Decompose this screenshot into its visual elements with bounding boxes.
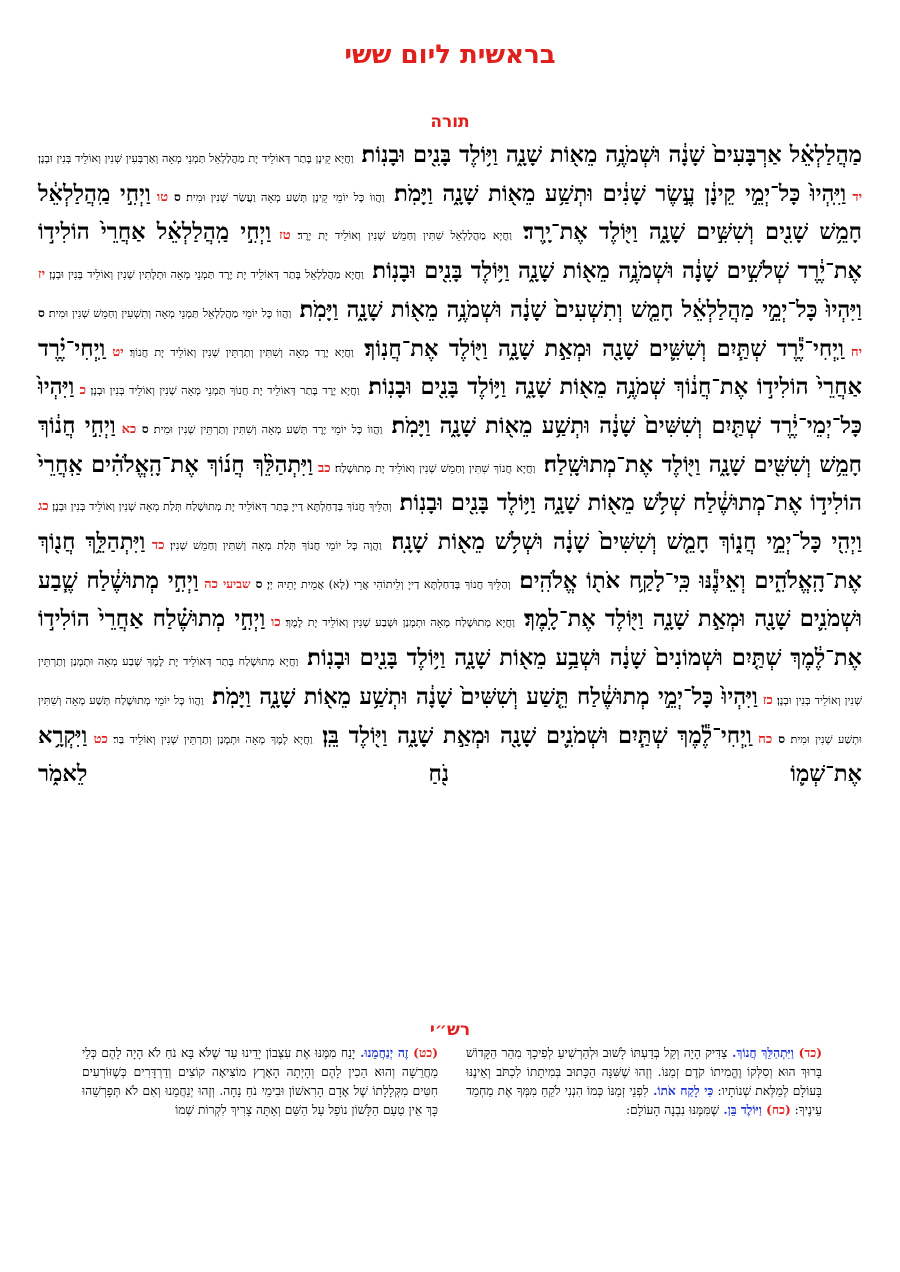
verse-number: כח: [751, 731, 773, 747]
verse-number: יד: [846, 189, 862, 205]
verse-number: טו: [150, 189, 169, 205]
targum-text: וַחֲיָא חֲנוֹךְ שִׁתִּין וְחַמֵשׁ שְׁנִין וְאוֹלֵיד יָת מְתוּשָׁלַח׃: [330, 461, 536, 475]
verse-text: וַיְחִ֣י מַֽהֲלַלְאֵ֗ל אַחֲרֵי֙ הוֹלִיד֣וֹ אֶת־יֶ֔רֶד שְׁלֹשִׁ֣ים שָׁנָ֔ה וּשְׁמֹנֶ֥ה מֵא֖וֹת שָׁנָ֑ה וַיּ֥וֹלֶד בָּנִ֖ים וּבָנֽוֹת׃: [38, 219, 863, 285]
verse-number: יח: [843, 344, 862, 360]
parsha-mark: ס: [250, 576, 263, 591]
verse-reference: (כח): [761, 1103, 791, 1117]
verse-number: יז: [38, 267, 46, 283]
verse-number: כג: [38, 499, 49, 515]
targum-text: וַהֲווֹ כָּל יוֹמֵי מְתוּשֶׁלַח תְּשַׁע מְאָה וְשִׁתִּין וּתְשַׁע שְׁנִין וּמִית׃: [38, 693, 862, 746]
parsha-mark: ס: [168, 189, 181, 204]
targum-text: וַהֲווֹ כָּל יוֹמֵי יֶרֶד תְּשַׁע מְאָה וְשִׁתִּין וְתַרְתֵּין שְׁנִין וּמִית׃: [148, 422, 383, 436]
verse-text: וַיִּתְהַלֵּ֨ךְ חֲנ֜וֹךְ אֶת־הָֽאֱלֹהִ֗ים אַֽחֲרֵי֙ הוֹלִיד֣וֹ אֶת־מְתוּשֶׁ֔לַח שְׁלֹ֥שׁ מֵא֖וֹת שָׁנָ֑ה וַיּ֥וֹלֶד בָּנִ֖ים וּבָנֽוֹת׃: [38, 451, 862, 517]
verse-number: טז: [271, 228, 291, 244]
targum-text: וַחֲיָא מַהֲלַלְאֵל שִׁתִּין וְחַמֵשׁ שְׁנִין וְאוֹלֵיד יָת יָרֶד׃: [290, 229, 512, 243]
dibur-hamatchil: וַיּוֹלֶד בֵּן.: [719, 1103, 762, 1117]
verse-text: וַיִּהְיוּ֙ כָּל־יְמֵ֣י מְתוּשֶׁ֔לַח תֵּ֤שַׁע וְשִׁשִּׁים֙ שָׁנָ֔ה וּתְשַׁ֥ע מֵא֖וֹת שָׁנָ֑ה וַיָּמֹֽת׃: [203, 683, 758, 710]
verse-number: כז: [757, 692, 773, 708]
targum-text: וַחֲיָא יֶרֶד מְאָה וְשִׁתִּין וְתַרְתֵּין שְׁנִין וְאוֹלֵיד יָת חֲנוֹךְ׃: [123, 345, 354, 359]
targum-text: וַחֲיָא מְתוּשֶׁלַח בָּתַר דְּאוֹלֵיד יָת לֶמֶךְ שְׁבַע מְאָה וּתְמָנַן וְתַרְתֵּין שְׁנִין וְאוֹלֵיד בְּנִין וּבְנָן׃: [38, 655, 862, 707]
verse-number: כב: [312, 460, 331, 476]
rashi-heading: רש״י: [429, 1020, 471, 1040]
parsha-mark: ס: [136, 421, 149, 436]
targum-text: וַחֲיָא לֶמֶךְ מְאָה וּתְמָנַן וְתַרְתֵּין שְׁנִין וְאוֹלֵיד בַּר׃: [107, 732, 313, 746]
verse-reference: (כט): [408, 1046, 438, 1060]
aliyah-marker: שביעי: [217, 576, 251, 591]
verse-text: וַיְחִ֣י חֲנ֔וֹךְ חָמֵ֥שׁ וְשִׁשִּׁ֖ים שָׁנָ֑ה וַיּ֖וֹלֶד אֶת־מְתוּשָֽׁלַח׃: [38, 412, 862, 478]
verse-text: וַֽיְחִי־לֶ֕מֶךְ שְׁתַּ֧יִם וּשְׁמֹנִ֛ים שָׁנָ֖ה וּמְאַ֣ת שָׁנָ֑ה וַיּ֖וֹלֶד בֵּֽן׃: [312, 722, 752, 749]
commentary-text: צַדִּיק הָיָה וְקַל בְּדַעְתּוֹ לָשׁוּב וּלְהַרְשִׁיעַ לְפִיכָךְ מִהֵר הַקָּדוֹשׁ בָּרוּךְ הוּא וְסִלְּקוֹ וֶהֱמִיתוֹ קֹדֶם זְמַנּוֹ. וְזֶהוּ שֶׁשִּׁנָּה הַכָּתוּב בְּמִיתָתוֹ לִכְתֹּב וְאֵינֶנּוּ בָּעוֹלָם לְמַלְּאת שְׁנוֹתָיו:: [466, 1046, 822, 1098]
verse-text: וַֽיְחִי־יֶ֗רֶד אַחֲרֵי֙ הוֹלִיד֣וֹ אֶת־חֲנ֔וֹךְ שְׁמֹנֶ֥ה מֵא֖וֹת שָׁנָ֑ה וַיּ֥וֹלֶד בָּנִ֖ים וּבָנֽוֹת׃: [38, 335, 863, 401]
commentary-text: שֶׁמִּמֶּנּוּ נִבְנָה הָעוֹלָם:: [625, 1103, 720, 1117]
parsha-mark: ס: [38, 305, 45, 320]
targum-text: וְהַלֵּיךְ חֲנוֹךְ בְּדַחַלְתָּא דַייָ בָּתַר דְּאוֹלֵיד יָת מְתוּשֶׁלַח תְּלַת מְאָה שְׁנִין וְאוֹלֵיד בְּנִין וּבְנָן׃: [48, 500, 392, 514]
targum-text: וַהֲווֹ כָּל יוֹמֵי קֵינָן תְּשַׁע מְאָה וַעֲשַׂר שְׁנִין וּמִית׃: [180, 190, 385, 204]
rashi-commentary: [82, 1044, 822, 1144]
torah-heading: תורה: [430, 112, 470, 132]
verse-number: כד: [145, 538, 165, 554]
commentary-text: יָנַח מִמֶּנּוּ אֶת עִצְּבוֹן יָדֵינוּ עַד שֶׁלֹּא בָּא נֹחַ לֹא הָיָה לָהֶם כְּלֵי מַחֲרֵשָׁה וְהוּא הֵכִין לָהֶם וְהָיְתָה הָאָרֶץ מוֹצִיאָה קוֹצִים וְדַרְדָּרִים כְּשֶׁזּוֹרְעִים חִטִּים מִקְּלָלָתוֹ שֶׁל אָדָם הָרִאשׁוֹן וּבִימֵי נֹחַ נָחָה. וְזֶהוּ יְנַחֲמֵנוּ וְאִם לֹא תְּפָרְשֵׁהוּ כָּךְ אֵין טַעַם הַלָּשׁוֹן נוֹפֵל עַל הַשֵּׁם וְאַתָּה צָרִיךְ לִקְרוֹת שְׁמוֹ: [82, 1046, 438, 1117]
rashi-column-right: [466, 1044, 822, 1144]
verse-number: כא: [115, 421, 137, 437]
verse-text: וַיִּקְרָ֥א אֶת־שְׁמ֛וֹ נֹ֖חַ לֵאמֹ֑ר: [38, 722, 862, 788]
verse-text: וַיְחִ֣י מְתוּשֶׁ֔לַח שֶׁ֧בַע וּשְׁמֹנִ֛ים שָׁנָ֖ה וּמְאַ֣ת שָׁנָ֑ה וַיּ֖וֹלֶד אֶת־לָֽמֶךְ׃: [38, 567, 862, 633]
verse-text: וַיִּהְיוּ֙ כָּל־יְמֵי־יֶ֔רֶד שְׁתַּ֤יִם וְשִׁשִּׁים֙ שָׁנָ֔ה וּתְשַׁ֥ע מֵא֖וֹת שָׁנָ֑ה וַיָּמֹֽת׃: [38, 374, 862, 439]
verse-text: וַיִּהְיוּ֙ כָּל־יְמֵ֣י מַהֲלַלְאֵ֔ל חָמֵ֤שׁ וְתִשְׁעִים֙ שָׁנָ֔ה וּשְׁמֹנֶ֥ה מֵא֖וֹת שָׁנָ֑ה וַיָּמֹֽת׃: [291, 296, 862, 323]
targum-text: וַחֲיָא מְתוּשֶׁלַח מְאָה וּתְמָנַן וּשְׁבַע שְׁנִין וְאוֹלֵיד יָת לָמֶךְ׃: [280, 616, 515, 630]
targum-text: וַחֲיָא יֶרֶד בָּתַר דְּאוֹלֵיד יָת חֲנוֹךְ תַּמְנֵי מְאָה שְׁנִין וְאוֹלֵיד בְּנִין וּבְנָן׃: [86, 384, 360, 398]
verse-number: כה: [198, 576, 218, 592]
dibur-hamatchil: זֶה יְנַחֲמֵנוּ.: [355, 1046, 409, 1060]
targum-text: וַהֲווֹ כָּל יוֹמֵי מַהֲלַלְאֵל תַּמְנֵי מְאָה וְתִשְׁעִין וְחַמֵשׁ שְׁנִין וּמִית׃: [44, 306, 292, 320]
targum-text: וַחֲיָא קֵינָן בָּתַר דְּאוֹלֵיד יָת מַהֲלַלְאֵל תַּמְנֵי מְאָה וְאַרְבְּעִין שְׁנִין וְאוֹלֵיד בְּנִין וּבְנָן׃: [38, 152, 354, 165]
targum-text: וַחֲיָא מַהֲלַלְאֵל בָּתַר דְּאוֹלֵיד יָת יֶרֶד תַּמְנֵי מְאָה וּתְלָתִין שְׁנִין וְאוֹלֵיד בְּנִין וּבְנָן׃: [45, 268, 364, 282]
rashi-column-left: [82, 1044, 438, 1144]
verse-text: וַֽיְחִי־יֶ֕רֶד שְׁתַּ֧יִם וְשִׁשִּׁ֛ים שָׁנָ֖ה וּמְאַ֣ת שָׁנָ֑ה וַיּ֖וֹלֶד אֶת־חֲנֽוֹךְ׃: [353, 335, 844, 362]
commentary-text: לִפְנֵי זְמַנּוֹ כְּמוֹ הִנְנִי לֹקֵחַ מִמְּךָ אֶת מַחְמַד עֵינֶיךָ:: [466, 1084, 822, 1117]
targum-text: וַהֲוָה כָּל יוֹמֵי חֲנוֹךְ תְּלַת מְאָה וְשִׁתִּין וְחַמֵשׁ שְׁנִין׃: [164, 539, 382, 553]
verse-number: כט: [87, 731, 108, 747]
verse-text: מַהֲלַלְאֵ֗ל אַרְבָּעִים֙ שָׁנָ֔ה וּשְׁמֹנֶ֥ה מֵא֖וֹת שָׁנָ֑ה וַיּ֥וֹלֶד בָּנִ֖ים וּבָנֽוֹת׃: [353, 142, 862, 168]
page-title: בראשית ליום ששי: [344, 40, 556, 70]
dibur-hamatchil: כִּי לָקַח אֹתוֹ.: [648, 1084, 714, 1098]
verse-number: כ: [74, 383, 87, 399]
verse-number: יט: [105, 344, 124, 360]
verse-reference: (כד): [793, 1046, 822, 1060]
dibur-hamatchil: וַיִּתְהַלֵּךְ חֲנוֹךְ.: [727, 1046, 794, 1060]
targum-text: וְהַלֵּיךְ חֲנוֹךְ בְּדַחַלְתָּא דַייָ וְלֵיתוֹהִי אֲרֵי (לָא) אֲמֵית יָתֵיהּ יְיָ׃: [262, 577, 511, 591]
verse-text: וַיִּֽהְיוּ֙ כָּל־יְמֵ֣י קֵינָ֔ן עֶ֣שֶׂר שָׁנִ֔ים וּתְשַׁ֥ע מֵא֖וֹת שָׁנָ֑ה וַיָּמֹֽת׃: [384, 180, 847, 207]
verse-number: כו: [265, 615, 281, 631]
torah-text-block: [38, 138, 863, 788]
verse-text: וַיְהִ֖י כָּל־יְמֵ֣י חֲנ֑וֹךְ חָמֵ֤שׁ וְשִׁשִּׁים֙ שָׁנָ֔ה וּשְׁלֹ֥שׁ מֵא֖וֹת שָׁנָֽה׃: [381, 529, 862, 556]
verse-text: וַיְחִ֣י מַֽהֲלַלְאֵ֔ל חָמֵ֥שׁ שָׁנִ֖ים וְשִׁשִּׁ֣ים שָׁנָ֑ה וַיּ֖וֹלֶד אֶת־יָֽרֶד׃: [38, 180, 862, 246]
verse-text: וַיְחִ֣י מְתוּשֶׁ֗לַח אַחֲרֵי֙ הוֹלִיד֣וֹ אֶת־לֶ֔מֶךְ שְׁתַּ֤יִם וּשְׁמוֹנִים֙ שָׁנָ֔ה וּשְׁבַ֥ע מֵא֖וֹת שָׁנָ֑ה וַיּ֥וֹלֶד בָּנִ֖ים וּבָנֽוֹת׃: [38, 606, 863, 672]
parsha-mark: ס: [772, 731, 786, 746]
verse-text: וַיִּתְהַלֵּ֥ךְ חֲנ֖וֹךְ אֶת־הָֽאֱלֹהִ֑ים וְאֵינֶ֕נּוּ כִּֽי־לָקַ֥ח אֹת֖וֹ אֱלֹהִֽים׃: [38, 529, 862, 594]
